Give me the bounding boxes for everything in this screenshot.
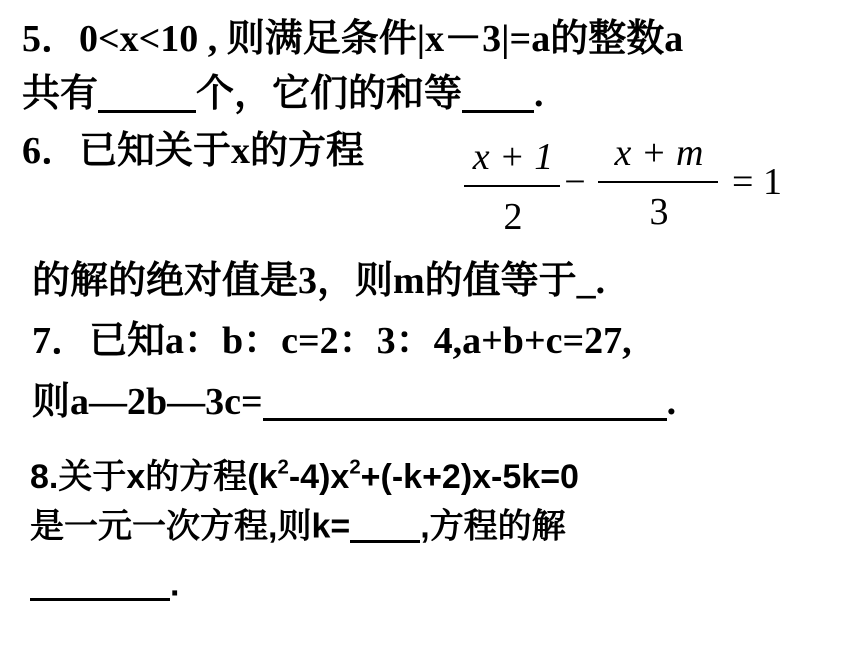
q6-fraction2-bar — [598, 181, 718, 183]
q8-line1-a: 8.关于x的方程(k — [30, 458, 278, 496]
q7-line2-prefix: 则a—2b—3c= — [32, 381, 263, 424]
q8-line2-prefix: 是一元一次方程,则k= — [30, 507, 351, 546]
q6-blank[interactable]: _ — [576, 260, 596, 302]
q6-line2-text: 的解的绝对值是3，则m的值等于 — [32, 260, 577, 302]
q5-line2 — [22, 73, 544, 116]
q8-line2 — [30, 507, 566, 546]
q8-line1-b: -4)x — [288, 458, 350, 496]
q8-line1-c: +(-k+2)x-5k=0 — [360, 458, 579, 496]
q8-blank-k[interactable] — [350, 508, 420, 543]
q5-line1: 5．0<x<10 , 则满足条件|x－3|=a的整数a — [22, 18, 684, 60]
q8-sup2: 2 — [349, 456, 361, 479]
q5-blank-sum[interactable] — [462, 74, 534, 113]
q7-line1: 7．已知a：b：c=2：3：4,a+b+c=27, — [32, 320, 632, 362]
q5-blank-count[interactable] — [98, 74, 196, 113]
q6-line1: 6．已知关于x的方程 — [22, 130, 365, 172]
q6-fraction1-numerator: x + 1 — [472, 136, 554, 178]
q8-line2-mid: ,方程的解 — [420, 507, 566, 546]
q8-sup1: 2 — [277, 456, 289, 479]
q6-fraction1-denominator: 2 — [503, 196, 523, 238]
q6-fraction2-denominator: 3 — [649, 191, 669, 233]
q6-line2-end: . — [595, 260, 606, 302]
q8-line1 — [30, 456, 579, 496]
q7-blank[interactable] — [263, 382, 667, 421]
q5-line2-prefix: 共有 — [22, 73, 99, 116]
q6-fraction1-bar — [464, 185, 560, 187]
q8-blank-solution[interactable] — [30, 566, 170, 601]
q6-fraction2-numerator: x + m — [614, 132, 704, 174]
q7-line2 — [32, 381, 677, 424]
q7-line2-end: . — [666, 381, 677, 424]
q6-rhs: = 1 — [732, 161, 782, 203]
q8-line3 — [30, 565, 180, 604]
q6-minus-sign: − — [564, 161, 586, 203]
q5-line2-mid: 个，它们的和等 — [196, 73, 463, 116]
q8-line3-end: . — [170, 565, 180, 604]
q5-line2-end: . — [534, 73, 544, 116]
q6-line2 — [32, 262, 605, 300]
